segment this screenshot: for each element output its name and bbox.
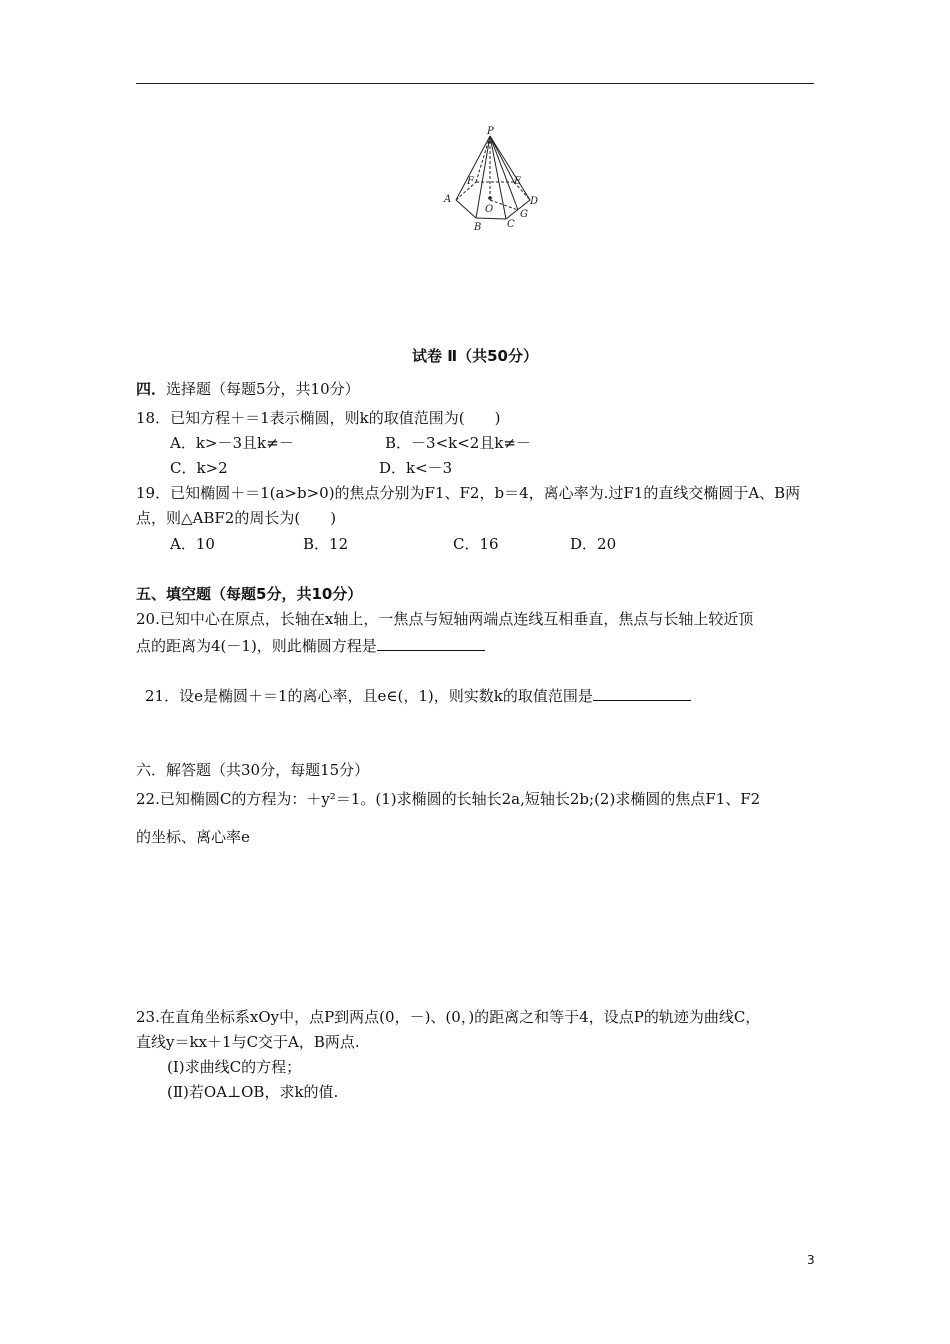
header-rule <box>136 83 814 84</box>
q18-option-a: A．k>－3且k≠－ <box>170 434 294 452</box>
q20-line2-text: 点的距离为4(－1)，则此椭圆方程是 <box>136 637 377 655</box>
label-g: G <box>520 209 528 220</box>
q18-stem: 18．已知方程＋＝1表示椭圆，则k的取值范围为( ) <box>136 409 501 427</box>
q21-line <box>145 685 691 706</box>
q19-option-b: B．12 <box>303 535 349 553</box>
q20-line1: 20.已知中心在原点，长轴在x轴上，一焦点与短轴两端点连线互相垂直，焦点与长轴上较近顶 <box>136 610 754 628</box>
q21-answer-blank[interactable] <box>593 685 691 701</box>
pyramid-figure <box>438 122 548 234</box>
label-f: F <box>467 176 474 187</box>
section6-heading: 六．解答题（共30分，每题15分） <box>136 761 370 779</box>
section4-number: 四． <box>136 380 167 398</box>
section4-heading <box>136 379 360 399</box>
q19-option-d: D．20 <box>570 535 617 553</box>
q23-part1: (Ⅰ)求曲线C的方程； <box>167 1058 302 1076</box>
q21-text: 21．设e是椭圆＋＝1的离心率，且e∈(，1)，则实数k的取值范围是 <box>145 687 593 705</box>
q20-line2 <box>136 635 485 656</box>
label-c: C <box>507 219 515 230</box>
label-b: B <box>474 222 482 233</box>
q19-stem-line1: 19．已知椭圆＋＝1(a>b>0)的焦点分别为F1、F2，b＝4，离心率为.过F1的直线交椭圆于A、B两 <box>136 484 801 502</box>
paper-title: 试卷 Ⅱ（共50分） <box>412 347 538 365</box>
q18-option-d: D．k<－3 <box>379 459 453 477</box>
section4-title: 选择题（每题5分，共10分） <box>166 380 360 398</box>
q19-stem-line2: 点，则△ABF2的周长为( ) <box>136 509 337 527</box>
q23-line2: 直线y＝kx＋1与C交于A，B两点. <box>136 1033 360 1051</box>
q19-option-c: C．16 <box>453 535 499 553</box>
q22-line1: 22.已知椭圆C的方程为：＋y²＝1。(1)求椭圆的长轴长2a,短轴长2b;(2)求椭圆的焦点F1、F2 <box>136 790 761 808</box>
q18-option-b: B．－3<k<2且k≠－ <box>385 434 531 452</box>
q23-line1: 23.在直角坐标系xOy中，点P到两点(0，－)、(0，)的距离之和等于4，设点P的轨迹为曲线C， <box>136 1008 761 1026</box>
q19-option-a: A．10 <box>170 535 215 553</box>
q18-option-c: C．k>2 <box>170 459 228 477</box>
label-a: A <box>444 194 452 205</box>
q20-answer-blank[interactable] <box>377 635 485 651</box>
label-o: O <box>485 204 494 215</box>
q23-part2: (Ⅱ)若OA⊥OB，求k的值. <box>167 1083 339 1101</box>
page-number: 3 <box>807 1253 815 1267</box>
q22-line2: 的坐标、离心率e <box>136 828 250 846</box>
section5-heading: 五、填空题（每题5分，共10分） <box>136 585 363 603</box>
label-e: E <box>514 176 522 187</box>
label-d: D <box>530 196 539 207</box>
label-p: P <box>487 126 494 137</box>
